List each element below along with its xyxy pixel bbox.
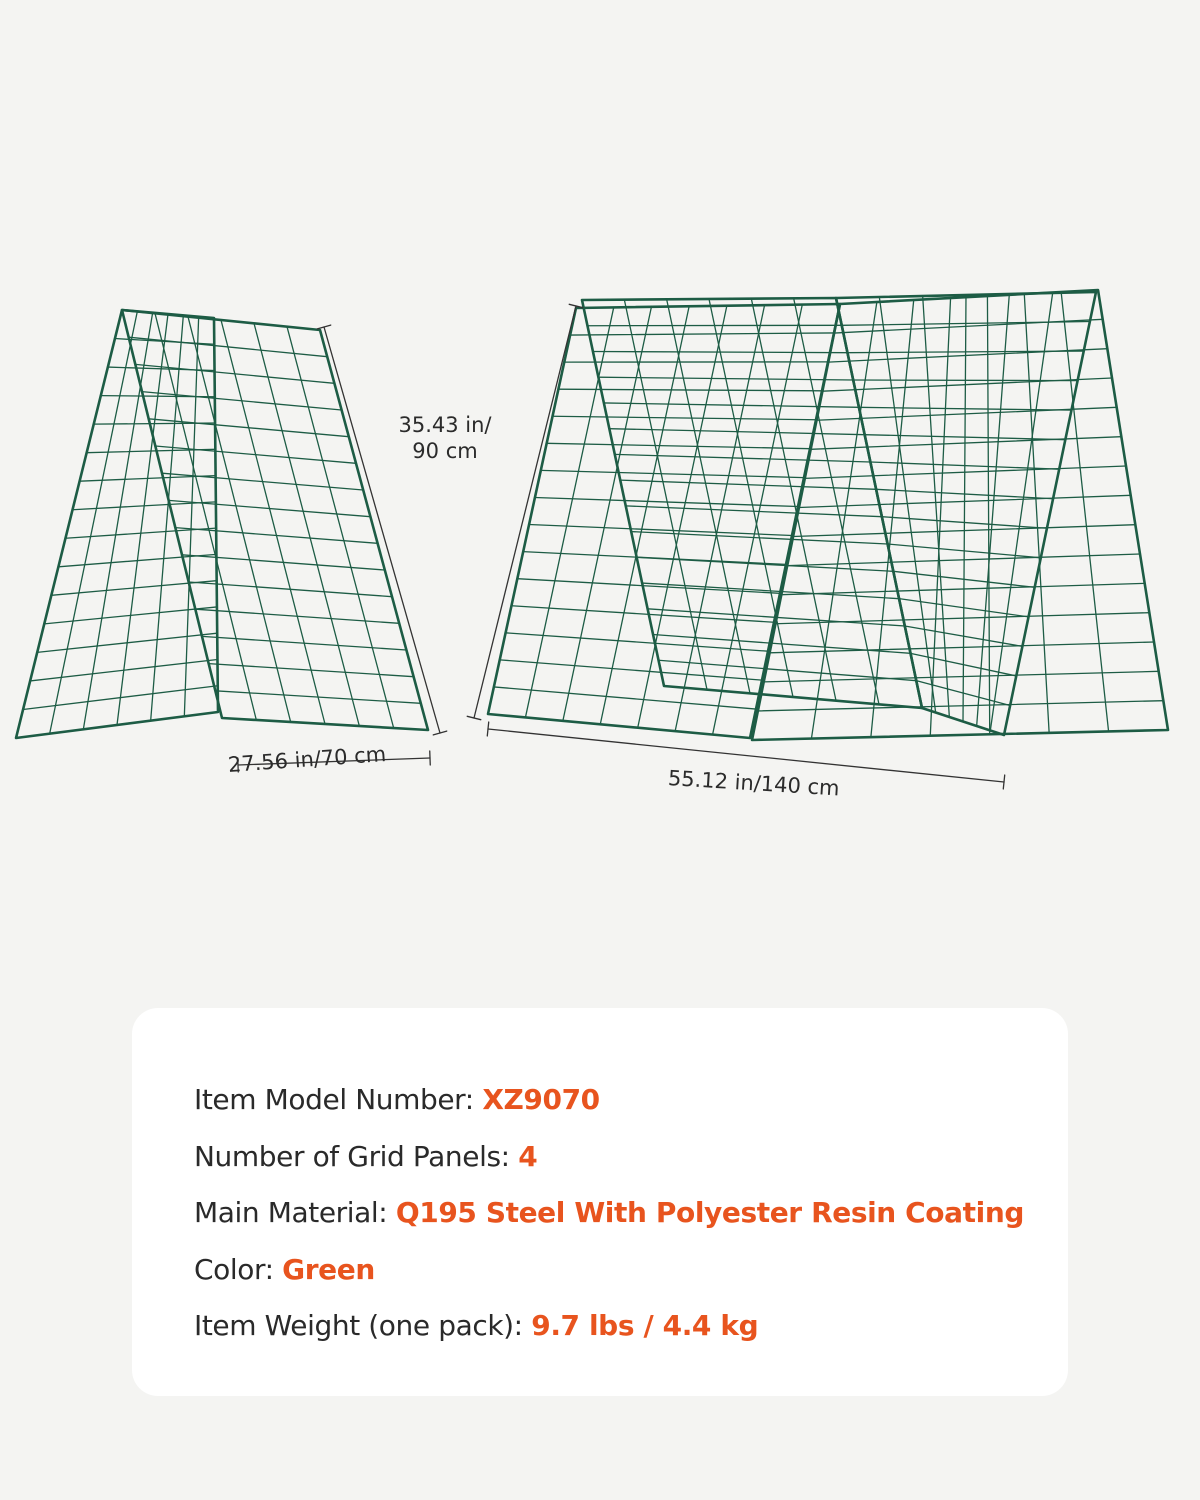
large-width-dimension-line-tick (487, 722, 488, 736)
panel-horizontal-wire (30, 659, 217, 680)
panel-horizontal-wire (529, 525, 792, 536)
panel-vertical-wire (624, 300, 707, 690)
panel-vertical-wire (563, 307, 652, 721)
panel-horizontal-wire (758, 701, 1163, 711)
panel-horizontal-wire (506, 633, 768, 651)
small-frame-back-panel (16, 310, 218, 738)
spec-value: 9.7 lbs / 4.4 kg (531, 1309, 759, 1342)
panel-horizontal-wire (547, 443, 810, 448)
panel-horizontal-wire (642, 583, 899, 599)
panel-vertical-wire (525, 307, 613, 717)
panel-horizontal-wire (142, 392, 342, 410)
spec-row-weight (194, 1298, 1024, 1355)
panel-horizontal-wire (155, 446, 356, 463)
panel-vertical-wire (794, 298, 879, 704)
panel-vertical-wire (287, 327, 394, 728)
panel-horizontal-wire (215, 691, 420, 704)
spec-row-color (194, 1242, 1024, 1299)
height-dimension-line-large (474, 306, 576, 718)
panel-horizontal-wire (500, 660, 762, 680)
large-width-dimension-line-tick (1003, 775, 1004, 789)
panel-horizontal-wire (189, 582, 392, 597)
panel-vertical-wire (709, 299, 793, 697)
panel-horizontal-wire (593, 351, 848, 352)
panel-horizontal-wire (182, 555, 385, 570)
panel-frame (122, 310, 428, 730)
panel-horizontal-wire (631, 532, 887, 544)
panel-horizontal-wire (37, 633, 217, 652)
panel-horizontal-wire (517, 579, 780, 594)
spec-row-panels (194, 1129, 1024, 1186)
panel-horizontal-wire (195, 609, 399, 623)
panel-vertical-wire (977, 294, 1010, 726)
spec-value: Q195 Steel With Polyester Resin Coating (395, 1196, 1024, 1229)
panel-vertical-wire (184, 317, 198, 717)
panel-vertical-wire (923, 296, 950, 717)
large-width-dimension-label: 55.12 in/140 cm (667, 766, 841, 801)
panel-horizontal-wire (44, 607, 217, 624)
panel-vertical-wire (930, 298, 950, 736)
panel-vertical-wire (667, 299, 750, 693)
spec-list (194, 1072, 1024, 1355)
spec-label: Item Weight (one pack): (194, 1309, 523, 1342)
panel-vertical-wire (751, 299, 836, 701)
height-dimension-inches: 35.43 in/ (398, 413, 492, 437)
panel-horizontal-wire (775, 613, 1149, 624)
panel-horizontal-wire (558, 389, 822, 391)
small-width-dimension-line-tick (430, 751, 431, 765)
panel-horizontal-wire (175, 528, 377, 544)
panel-vertical-wire (254, 323, 359, 726)
panel-horizontal-wire (135, 364, 334, 383)
spec-value: Green (282, 1252, 375, 1286)
spec-label: Color: (194, 1252, 274, 1286)
large-frame-front-left-panel (488, 304, 840, 738)
panel-horizontal-wire (149, 419, 349, 437)
large-frame-rear-right-panel (836, 292, 1096, 735)
spec-value: XZ9070 (482, 1083, 600, 1116)
panel-horizontal-wire (811, 437, 1122, 450)
panel-horizontal-wire (570, 333, 834, 335)
small-frame-front-panel (122, 310, 428, 730)
panel-vertical-wire (990, 293, 1052, 731)
panel-vertical-wire (151, 315, 184, 720)
panel-horizontal-wire (202, 636, 406, 650)
panel-horizontal-wire (626, 506, 882, 517)
spec-row-model (194, 1072, 1024, 1129)
panel-horizontal-wire (23, 686, 218, 710)
height-dimension-label (380, 412, 510, 464)
panel-horizontal-wire (169, 500, 371, 516)
panel-horizontal-wire (523, 552, 786, 565)
spec-label: Main Material: (194, 1196, 388, 1229)
panel-horizontal-wire (129, 337, 328, 356)
spec-label: Item Model Number: (194, 1083, 474, 1116)
panel-vertical-wire (1061, 292, 1108, 731)
spec-card (132, 1008, 1068, 1396)
spec-label: Number of Grid Panels: (194, 1139, 510, 1173)
spec-value: 4 (518, 1139, 538, 1173)
panel-horizontal-wire (781, 583, 1144, 594)
panel-horizontal-wire (209, 664, 414, 677)
panel-horizontal-wire (620, 480, 876, 489)
panel-vertical-wire (963, 295, 966, 722)
panel-horizontal-wire (541, 470, 804, 477)
panel-vertical-wire (811, 302, 876, 739)
small-width-dimension-label: 27.56 in/70 cm (227, 741, 387, 777)
panel-vertical-wire (987, 296, 989, 734)
panel-vertical-wire (1024, 294, 1049, 733)
spec-row-material (194, 1185, 1024, 1242)
height-dimension-cm: 90 cm (412, 439, 478, 463)
